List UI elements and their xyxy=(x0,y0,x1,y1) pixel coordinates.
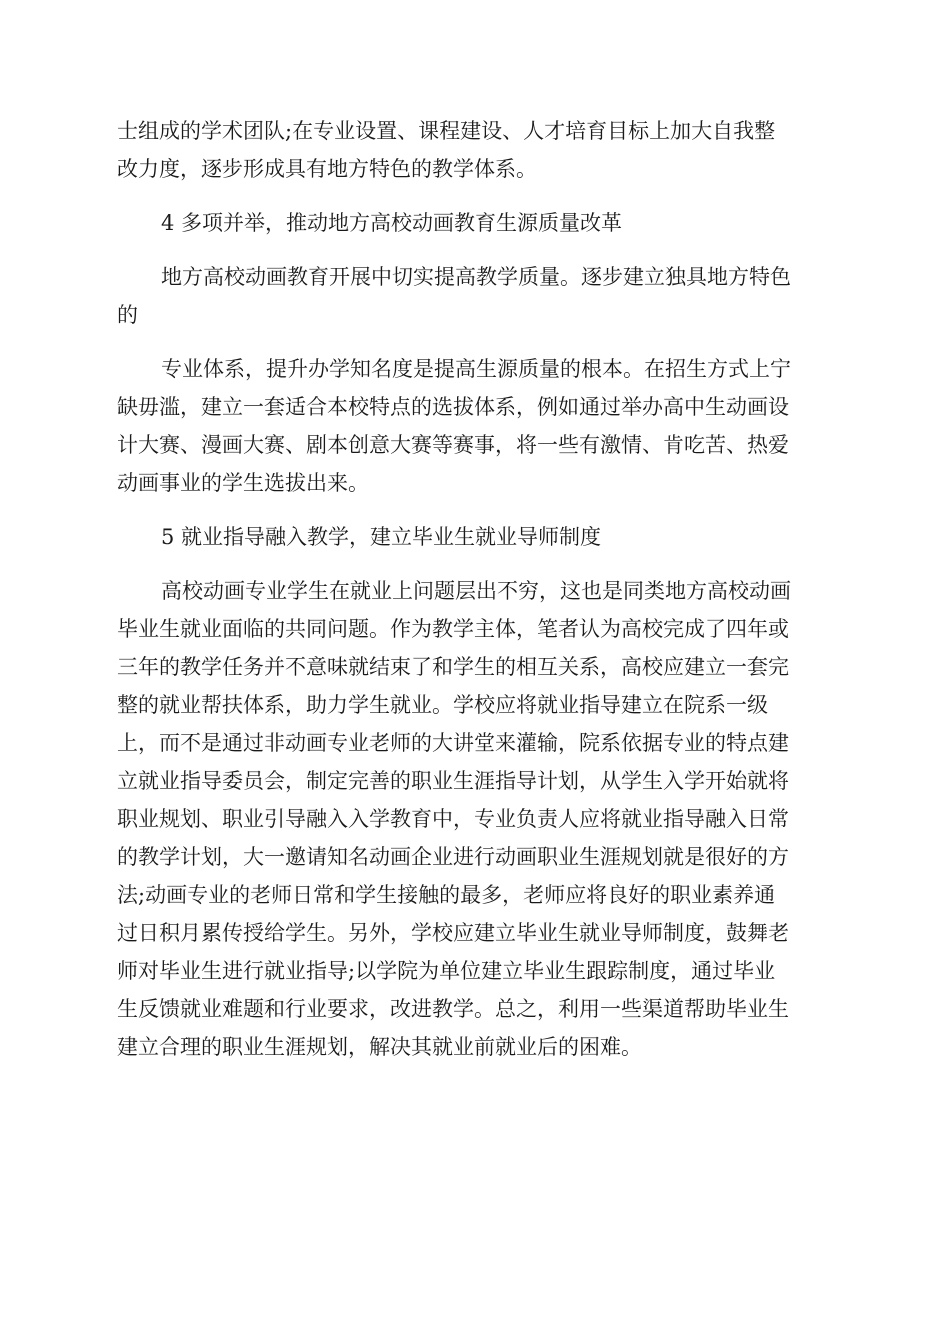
text-line: 缺毋滥，建立一套适合本校特点的选拔体系，例如通过举办高中生动画设 xyxy=(117,395,789,419)
text-line: 改力度，逐步形成具有地方特色的教学体系。 xyxy=(117,157,537,181)
text-line: 生反馈就业难题和行业要求，改进教学。总之，利用一些渠道帮助毕业生 xyxy=(117,997,789,1021)
text-line: 士组成的学术团队;在专业设置、课程建设、人才培育目标上加大自我整 xyxy=(117,119,776,143)
heading-text: 4 多项并举，推动地方高校动画教育生源质量改革 xyxy=(161,211,623,235)
text-line: 计大赛、漫画大赛、剧本创意大赛等赛事，将一些有激情、肯吃苦、热爱 xyxy=(117,433,789,457)
text-line: 师对毕业生进行就业指导;以学院为单位建立毕业生跟踪制度，通过毕业 xyxy=(117,959,776,983)
text-line: 动画事业的学生选拔出来。 xyxy=(117,471,369,495)
section-heading-4 xyxy=(117,204,833,242)
text-line: 的 xyxy=(117,303,138,327)
paragraph-teaching-quality xyxy=(117,258,833,334)
text-line: 三年的教学任务并不意味就结束了和学生的相互关系，高校应建立一套完 xyxy=(117,655,789,679)
section-heading-5 xyxy=(117,518,833,556)
text-line: 职业规划、职业引导融入入学教育中，专业负责人应将就业指导融入日常 xyxy=(117,807,789,831)
text-line: 过日积月累传授给学生。另外，学校应建立毕业生就业导师制度，鼓舞老 xyxy=(117,921,789,945)
text-line: 地方高校动画教育开展中切实提高教学质量。逐步建立独具地方特色 xyxy=(161,265,791,289)
text-line: 上，而不是通过非动画专业老师的大讲堂来灌输，院系依据专业的特点建 xyxy=(117,731,789,755)
text-line: 专业体系，提升办学知名度是提高生源质量的根本。在招生方式上宁 xyxy=(161,357,791,381)
paragraph-student-selection xyxy=(117,350,833,502)
text-line: 法;动画专业的老师日常和学生接触的最多，老师应将良好的职业素养通 xyxy=(117,883,776,907)
paragraph-employment-guidance xyxy=(117,572,833,1066)
text-line: 高校动画专业学生在就业上问题层出不穷，这也是同类地方高校动画 xyxy=(161,579,791,603)
text-line: 的教学计划，大一邀请知名动画企业进行动画职业生涯规划就是很好的方 xyxy=(117,845,789,869)
heading-text: 5 就业指导融入教学，建立毕业生就业导师制度 xyxy=(161,525,602,549)
text-line: 毕业生就业面临的共同问题。作为教学主体，笔者认为高校完成了四年或 xyxy=(117,617,789,641)
text-line: 建立合理的职业生涯规划，解决其就业前就业后的困难。 xyxy=(117,1035,642,1059)
paragraph-team-system xyxy=(117,112,833,188)
text-line: 整的就业帮扶体系，助力学生就业。学校应将就业指导建立在院系一级 xyxy=(117,693,768,717)
text-line: 立就业指导委员会，制定完善的职业生涯指导计划，从学生入学开始就将 xyxy=(117,769,789,793)
